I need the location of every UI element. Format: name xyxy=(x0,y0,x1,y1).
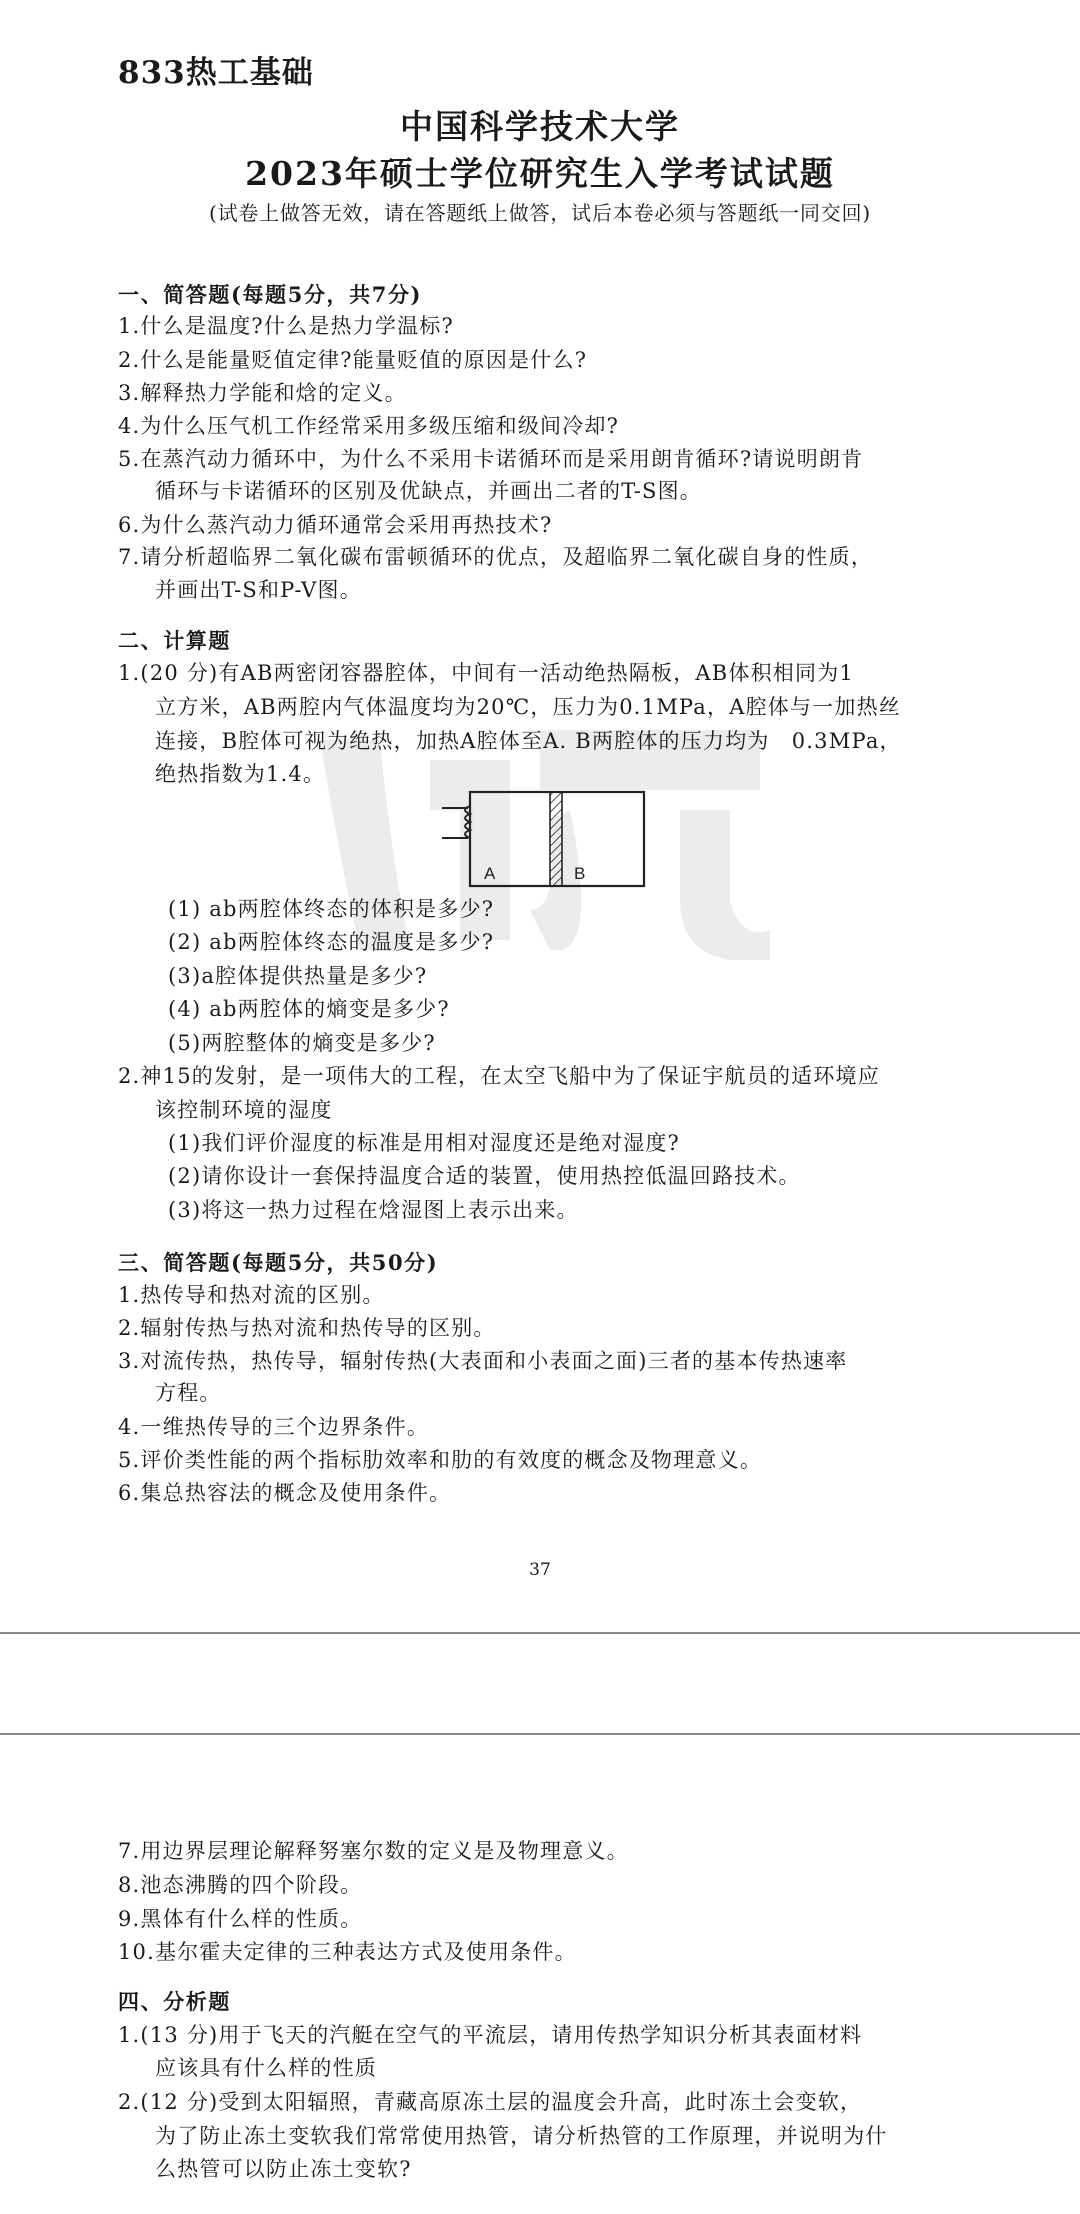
question-2-2-line2: 该控制环境的湿度 xyxy=(155,1098,333,1122)
question-3-4: 4.一维热传导的三个边界条件。 xyxy=(118,1415,430,1439)
question-2-2-sub1: (1)我们评价湿度的标准是用相对湿度还是绝对湿度? xyxy=(168,1131,681,1155)
page-number: 37 xyxy=(529,1560,551,1580)
exam-page-2 xyxy=(0,1733,1080,2214)
question-4-1-line1: 1.(13 分)用于飞天的汽艇在空气的平流层，请用传热学知识分析其表面材料 xyxy=(118,2023,863,2047)
exam-instructions: (试卷上做答无效，请在答题纸上做答，试后本卷必须与答题纸一同交回) xyxy=(208,201,871,225)
question-3-5: 5.评价类性能的两个指标肋效率和肋的有效度的概念及物理意义。 xyxy=(118,1448,763,1472)
question-4-1-line2: 应该具有什么样的性质 xyxy=(155,2056,377,2080)
question-3-7: 7.用边界层理论解释努塞尔数的定义是及物理意义。 xyxy=(118,1839,629,1863)
question-3-3-line1: 3.对流传热，热传导，辐射传热(大表面和小表面之面)三者的基本传热速率 xyxy=(118,1349,848,1373)
question-2-1-sub2: (2) ab两腔体终态的温度是多少? xyxy=(168,930,495,954)
question-3-10: 10.基尔霍夫定律的三种表达方式及使用条件。 xyxy=(118,1940,577,1964)
question-2-2-line1: 2.神15的发射，是一项伟大的工程，在太空飞船中为了保证宇航员的适环境应 xyxy=(118,1064,880,1088)
label-chamber-b: B xyxy=(574,864,586,883)
question-3-6: 6.集总热容法的概念及使用条件。 xyxy=(118,1481,452,1505)
section-1-heading: 一、简答题(每题5分，共7分) xyxy=(118,282,423,307)
subject-code-title: 833热工基础 xyxy=(118,55,314,91)
question-2-1-line3: 连接，B腔体可视为绝热，加热A腔体至A. B两腔体的压力均为 0.3MPa， xyxy=(155,729,902,753)
question-3-3-line2: 方程。 xyxy=(155,1381,222,1405)
question-3-9: 9.黑体有什么样的性质。 xyxy=(118,1907,363,1931)
question-3-1: 1.热传导和热对流的区别。 xyxy=(118,1283,385,1307)
container-diagram xyxy=(440,786,650,892)
question-2-1-line4: 绝热指数为1.4。 xyxy=(155,762,326,786)
question-2-1-sub3: (3)a腔体提供热量是多少? xyxy=(168,964,428,988)
question-1-2: 2.什么是能量贬值定律?能量贬值的原因是什么? xyxy=(118,348,588,372)
question-2-1-sub1: (1) ab两腔体终态的体积是多少? xyxy=(168,897,495,921)
label-chamber-a: A xyxy=(484,864,496,883)
question-3-2: 2.辐射传热与热对流和热传导的区别。 xyxy=(118,1316,496,1340)
question-3-8: 8.池态沸腾的四个阶段。 xyxy=(118,1873,363,1897)
question-2-1-line2: 立方米，AB两腔内气体温度均为20℃，压力为0.1MPa，A腔体与一加热丝 xyxy=(155,695,901,719)
question-4-2-line2: 为了防止冻土变软我们常常使用热管，请分析热管的工作原理，并说明为什 xyxy=(155,2124,888,2148)
section-4-heading: 四、分析题 xyxy=(118,1989,231,2014)
question-2-1-sub4: (4) ab两腔体的熵变是多少? xyxy=(168,997,450,1021)
question-1-5-line2: 循环与卡诺循环的区别及优缺点，并画出二者的T-S图。 xyxy=(155,479,702,503)
question-4-2-line3: 么热管可以防止冻土变软? xyxy=(155,2157,412,2181)
question-1-5-line1: 5.在蒸汽动力循环中，为什么不采用卡诺循环而是采用朗肯循环?请说明朗肯 xyxy=(118,447,864,471)
university-title: 中国科学技术大学 xyxy=(400,107,680,146)
page-divider-top xyxy=(0,1632,1080,1634)
section-3-heading: 三、简答题(每题5分，共50分) xyxy=(118,1250,439,1275)
question-4-2-line1: 2.(12 分)受到太阳辐照，青藏高原冻土层的温度会升高，此时冻土会变软， xyxy=(118,2090,863,2114)
question-1-7-line2: 并画出T-S和P-V图。 xyxy=(155,578,362,602)
question-2-2-sub2: (2)请你设计一套保持温度合适的装置，使用热控低温回路技术。 xyxy=(168,1164,801,1188)
question-2-1-sub5: (5)两腔整体的熵变是多少? xyxy=(168,1031,436,1055)
question-1-7-line1: 7.请分析超临界二氧化碳布雷顿循环的优点，及超临界二氧化碳自身的性质， xyxy=(118,545,874,569)
question-2-2-sub3: (3)将这一热力过程在焓湿图上表示出来。 xyxy=(168,1198,579,1222)
question-1-6: 6.为什么蒸汽动力循环通常会采用再热技术? xyxy=(118,513,553,537)
exam-title: 2023年硕士学位研究生入学考试试题 xyxy=(245,154,835,193)
question-1-4: 4.为什么压气机工作经常采用多级压缩和级间冷却? xyxy=(118,414,620,438)
question-2-1-line1: 1.(20 分)有AB两密闭容器腔体，中间有一活动绝热隔板，AB体积相同为1 xyxy=(118,661,854,685)
question-1-1: 1.什么是温度?什么是热力学温标? xyxy=(118,314,454,338)
section-2-heading: 二、计算题 xyxy=(118,628,231,653)
question-1-3: 3.解释热力学能和焓的定义。 xyxy=(118,381,407,405)
